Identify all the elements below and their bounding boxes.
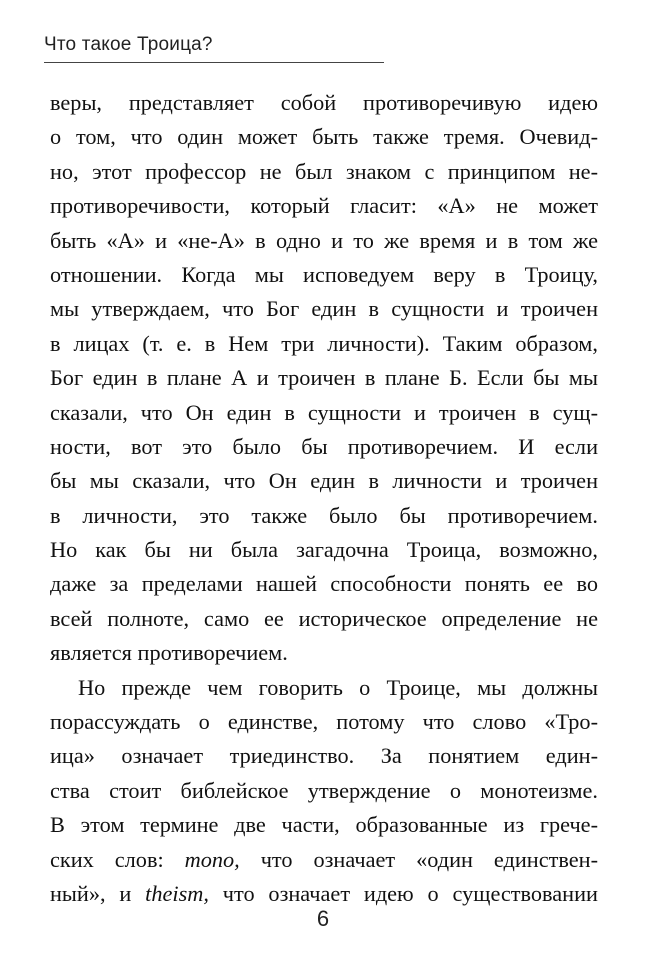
text-line: ства стоит библейское утверждение о монотеизме. xyxy=(50,777,598,803)
text-line: о том, что один может быть также тремя. Очевид- xyxy=(50,124,598,150)
text-run: что означает идею о существовании xyxy=(208,880,598,906)
text-line: отношении. Когда мы исповедуем веру в Троицу, xyxy=(50,261,598,287)
text-line: быть «А» и «не-А» в одно и то же время и в том же xyxy=(50,227,598,253)
text-line: но, этот профессор не был знаком с принципом не- xyxy=(50,158,598,184)
text-run: ный», и xyxy=(50,880,146,906)
italic-term: theism, xyxy=(145,880,209,906)
text-line: бы мы сказали, что Он един в личности и троичен xyxy=(50,468,598,494)
text-line: ности, вот это было бы противоречием. И если xyxy=(50,433,598,459)
text-line: веры, представляет собой противоречивую идею xyxy=(50,90,598,115)
running-header: Что такое Троица? xyxy=(44,34,384,63)
text-run: ских слов: xyxy=(50,846,185,872)
page-number: 6 xyxy=(316,906,330,931)
body-text xyxy=(50,86,598,911)
text-line: Но как бы ни была загадочна Троица, возможно, xyxy=(50,537,598,563)
text-line: ица» означает триединство. За понятием един- xyxy=(50,743,598,769)
text-line: всей полноте, само ее историческое определение не xyxy=(50,605,598,631)
text-line: является противоречием. xyxy=(50,640,288,666)
text-line: противоречивости, который гласит: «А» не может xyxy=(50,193,598,219)
paragraph xyxy=(50,86,598,671)
text-line: в лицах (т. е. в Нем три личности). Таким образом, xyxy=(50,330,598,356)
text-line: мы утверждаем, что Бог един в сущности и троичен xyxy=(50,296,598,322)
text-line: В этом термине две части, образованные из грече- xyxy=(50,812,598,838)
text-line: порассуждать о единстве, потому что слово «Тро- xyxy=(50,709,598,735)
text-line xyxy=(50,843,598,877)
text-line: Но прежде чем говорить о Троице, мы должны xyxy=(78,674,598,700)
text-line: в личности, это также было бы противоречием. xyxy=(50,502,598,528)
italic-term: mono, xyxy=(184,846,240,872)
text-line: Бог един в плане А и троичен в плане Б. Если бы мы xyxy=(50,365,598,391)
text-line: сказали, что Он един в сущности и троичен в сущ- xyxy=(50,399,598,425)
paragraph xyxy=(50,671,598,912)
text-run: что означает «один единствен- xyxy=(239,846,598,872)
text-line: даже за пределами нашей способности понять ее во xyxy=(50,571,598,597)
